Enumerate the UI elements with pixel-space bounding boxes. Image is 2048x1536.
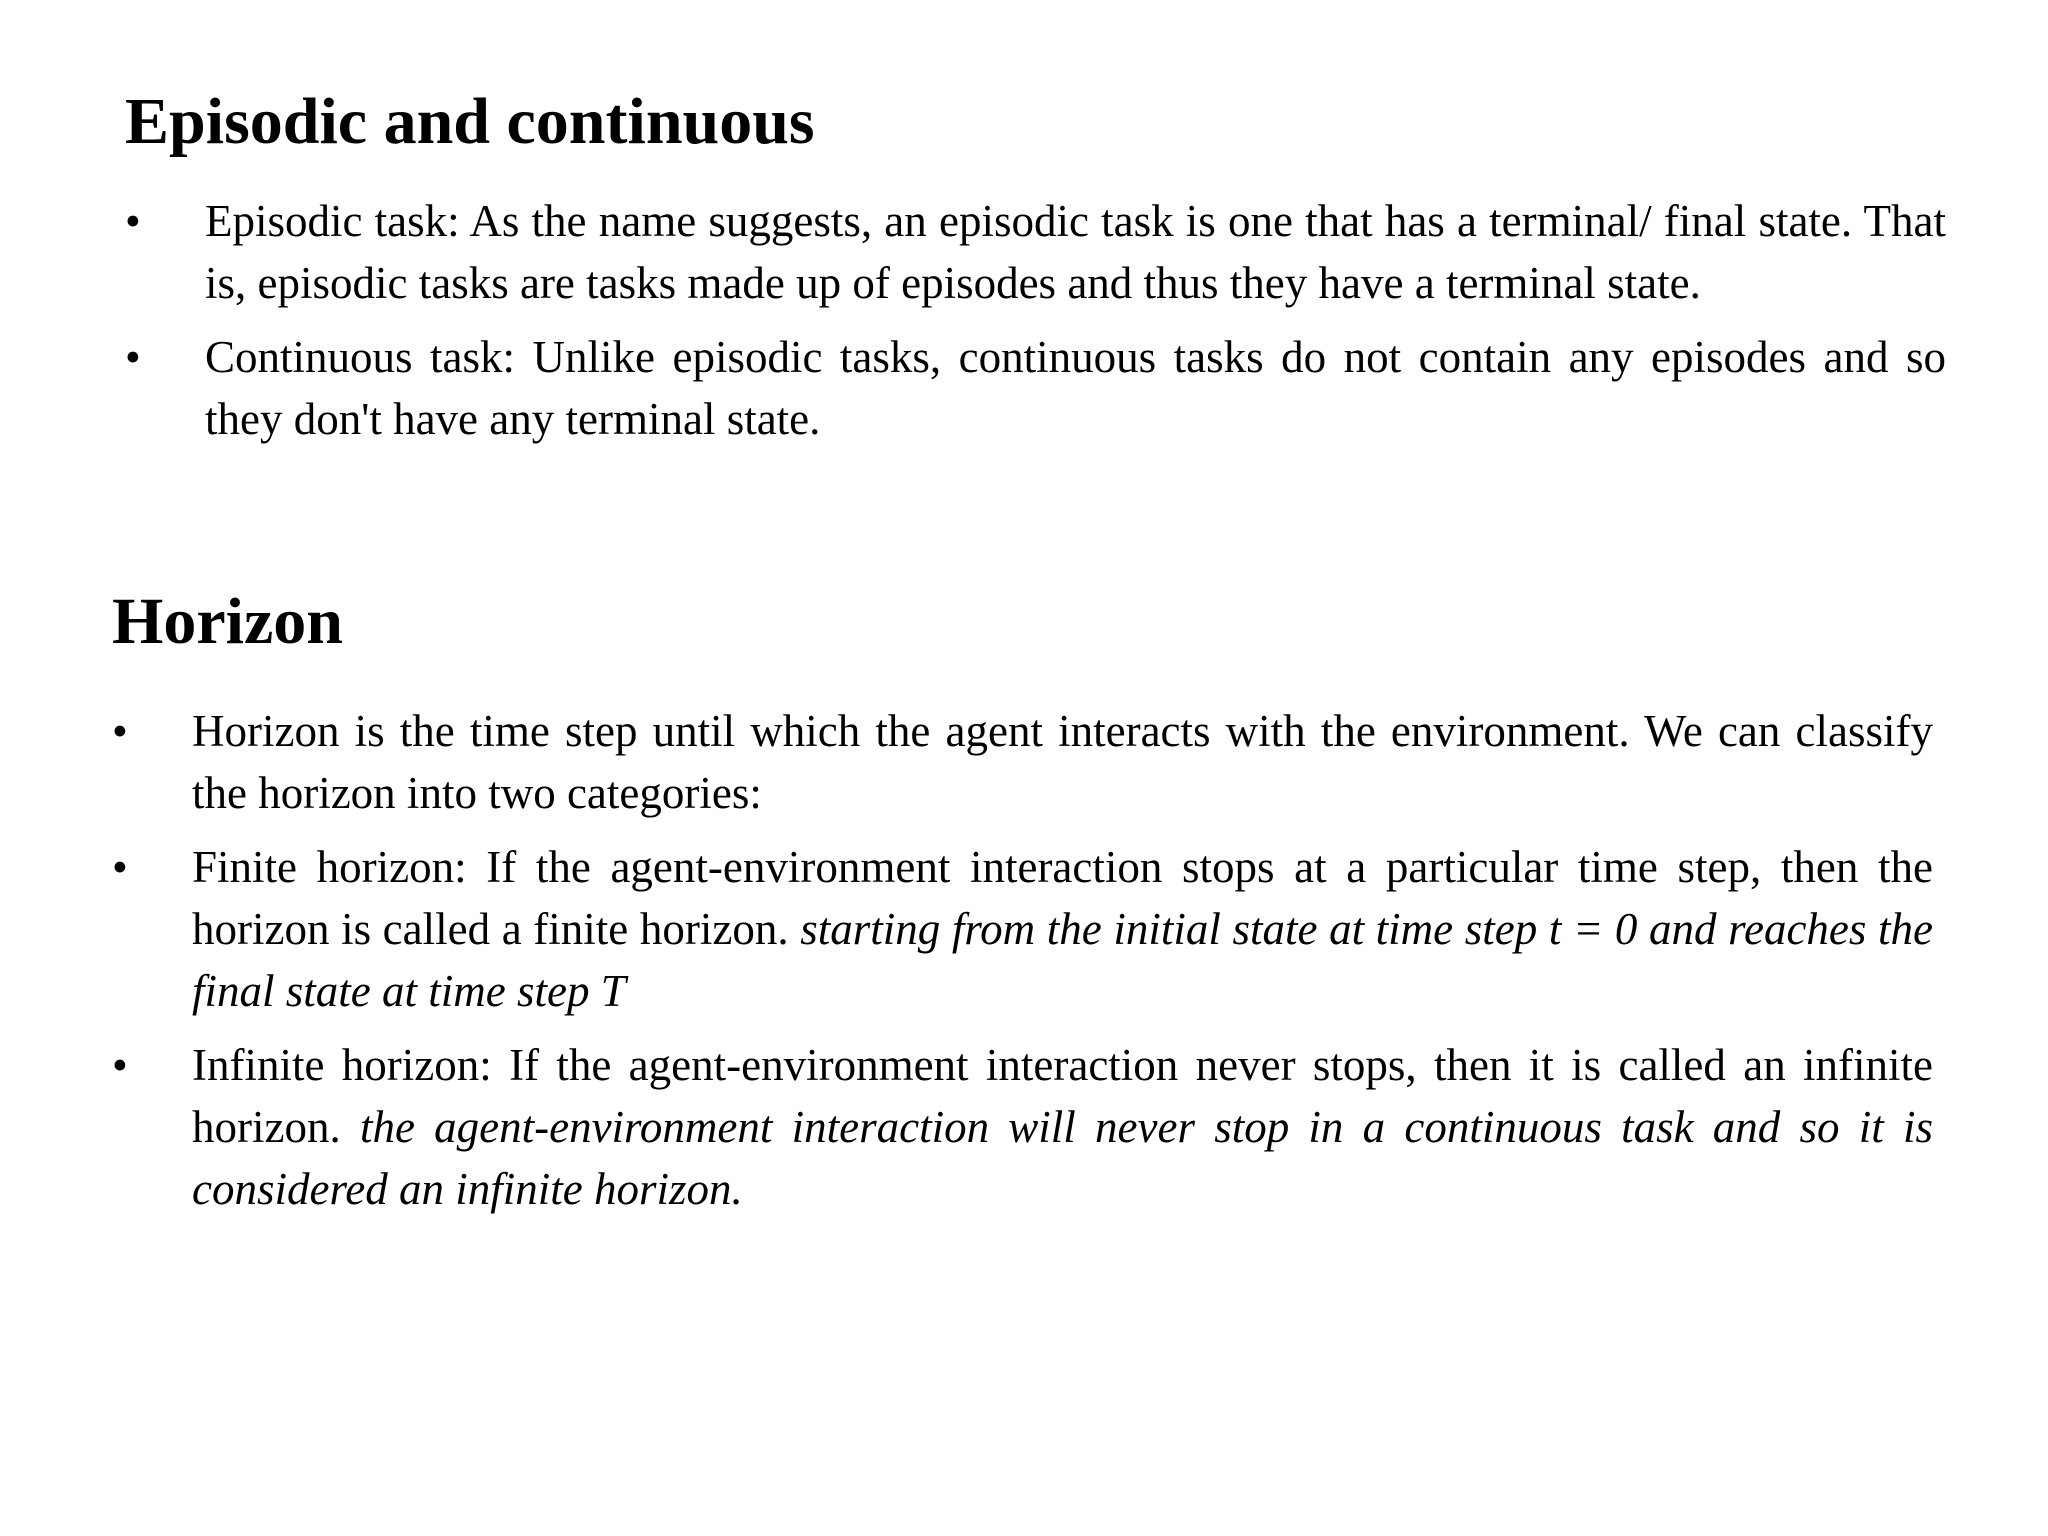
section-episodic-continuous <box>125 78 1946 462</box>
bullet-list-horizon <box>112 700 1933 1220</box>
section-horizon <box>112 578 1933 1232</box>
list-item-infinite-horizon <box>112 1034 1933 1220</box>
list-item-finite-horizon <box>112 836 1933 1022</box>
item-text: Episodic task: As the name suggests, an episodic task is one that has a terminal/ final state. That is, episodic tasks are tasks made up of episodes and thus they have a terminal state. <box>205 196 1946 308</box>
heading-horizon: Horizon <box>112 585 343 658</box>
item-italic-text: the agent-environment interaction will never stop in a continuous task and so it is considered an infinite horizon. <box>192 1102 1934 1214</box>
bullet-marker: • <box>112 842 128 892</box>
item-text: Continuous task: Unlike episodic tasks, continuous tasks do not contain any episodes and so they don't have any terminal state. <box>205 332 1946 444</box>
bullet-list-episodic <box>125 190 1946 450</box>
item-italic-text: starting from the initial state at time step t = 0 and reaches the final state at time step T <box>192 904 1933 1016</box>
bullet-marker: • <box>112 706 128 756</box>
list-item-horizon-definition <box>112 700 1933 824</box>
bullet-marker: • <box>112 1040 128 1090</box>
list-item-continuous-task <box>125 326 1946 450</box>
item-text: Finite horizon: If the agent-environment interaction stops at a particular time step, then the horizon is called a finite horizon. <box>192 842 1933 954</box>
list-item-episodic-task <box>125 190 1946 314</box>
bullet-marker: • <box>125 332 141 382</box>
bullet-marker: • <box>125 196 141 246</box>
heading-episodic-continuous: Episodic and continuous <box>125 85 815 158</box>
item-text: Horizon is the time step until which the agent interacts with the environment. We can classify the horizon into two categories: <box>192 706 1933 818</box>
item-text: Infinite horizon: If the agent-environment interaction never stops, then it is called an infinite horizon. <box>192 1040 1933 1152</box>
